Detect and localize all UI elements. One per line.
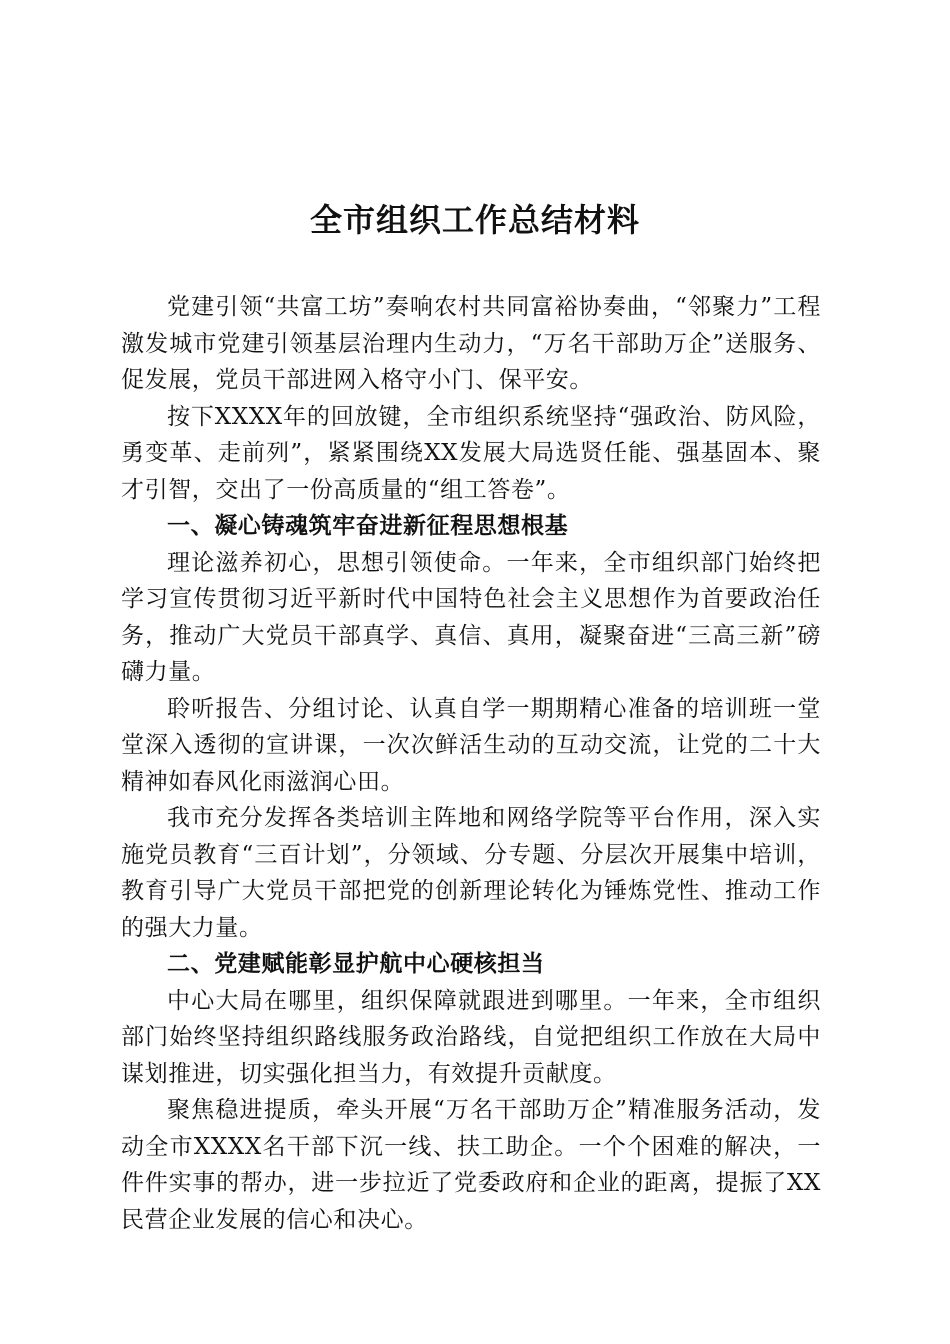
paragraph: 聚焦稳进提质，牵头开展“万名干部助万企”精准服务活动，发动全市XXXX名干部下沉一线、扶工助企。一个个困难的解决，一件件实事的帮办，进一步拉近了党委政府和企业的距离，提振了XX民营企业发展的信心和决心。 [121, 1097, 821, 1233]
section-heading: 二、党建赋能彰显护航中心硬核担当 [167, 951, 545, 977]
paragraph: 党建引领“共富工坊”奏响农村共同富裕协奏曲，“邻聚力”工程激发城市党建引领基层治理内生动力，“万名干部助万企”送服务、促发展，党员干部进网入格守小门、保平安。 [121, 294, 821, 393]
paragraph: 我市充分发挥各类培训主阵地和网络学院等平台作用，深入实施党员教育“三百计划”，分领域、分专题、分层次开展集中培训，教育引导广大党员干部把党的创新理论转化为锤炼党性、推动工作的强大力量。 [121, 805, 821, 941]
paragraph: 中心大局在哪里，组织保障就跟进到哪里。一年来，全市组织部门始终坚持组织路线服务政治路线，自觉把组织工作放在大局中谋划推进，切实强化担当力，有效提升贡献度。 [121, 987, 821, 1087]
section-heading: 一、凝心铸魂筑牢奋进新征程思想根基 [167, 513, 569, 539]
paragraph: 聆听报告、分组讨论、认真自学一期期精心准备的培训班一堂堂深入透彻的宣讲课，一次次鲜活生动的互动交流，让党的二十大精神如春风化雨滋润心田。 [121, 695, 821, 795]
paragraph: 理论滋养初心，思想引领使命。一年来，全市组织部门始终把学习宣传贯彻习近平新时代中国特色社会主义思想作为首要政治任务，推动广大党员干部真学、真信、真用，凝聚奋进“三高三新”磅礴力量。 [121, 549, 821, 685]
paragraph: 按下XXXX年的回放键，全市组织系统坚持“强政治、防风险，勇变革、走前列”，紧紧围绕XX发展大局选贤任能、强基固本、聚才引智，交出了一份高质量的“组工答卷”。 [121, 403, 821, 503]
document-title: 全市组织工作总结材料 [309, 201, 640, 239]
document-body [121, 289, 821, 1238]
